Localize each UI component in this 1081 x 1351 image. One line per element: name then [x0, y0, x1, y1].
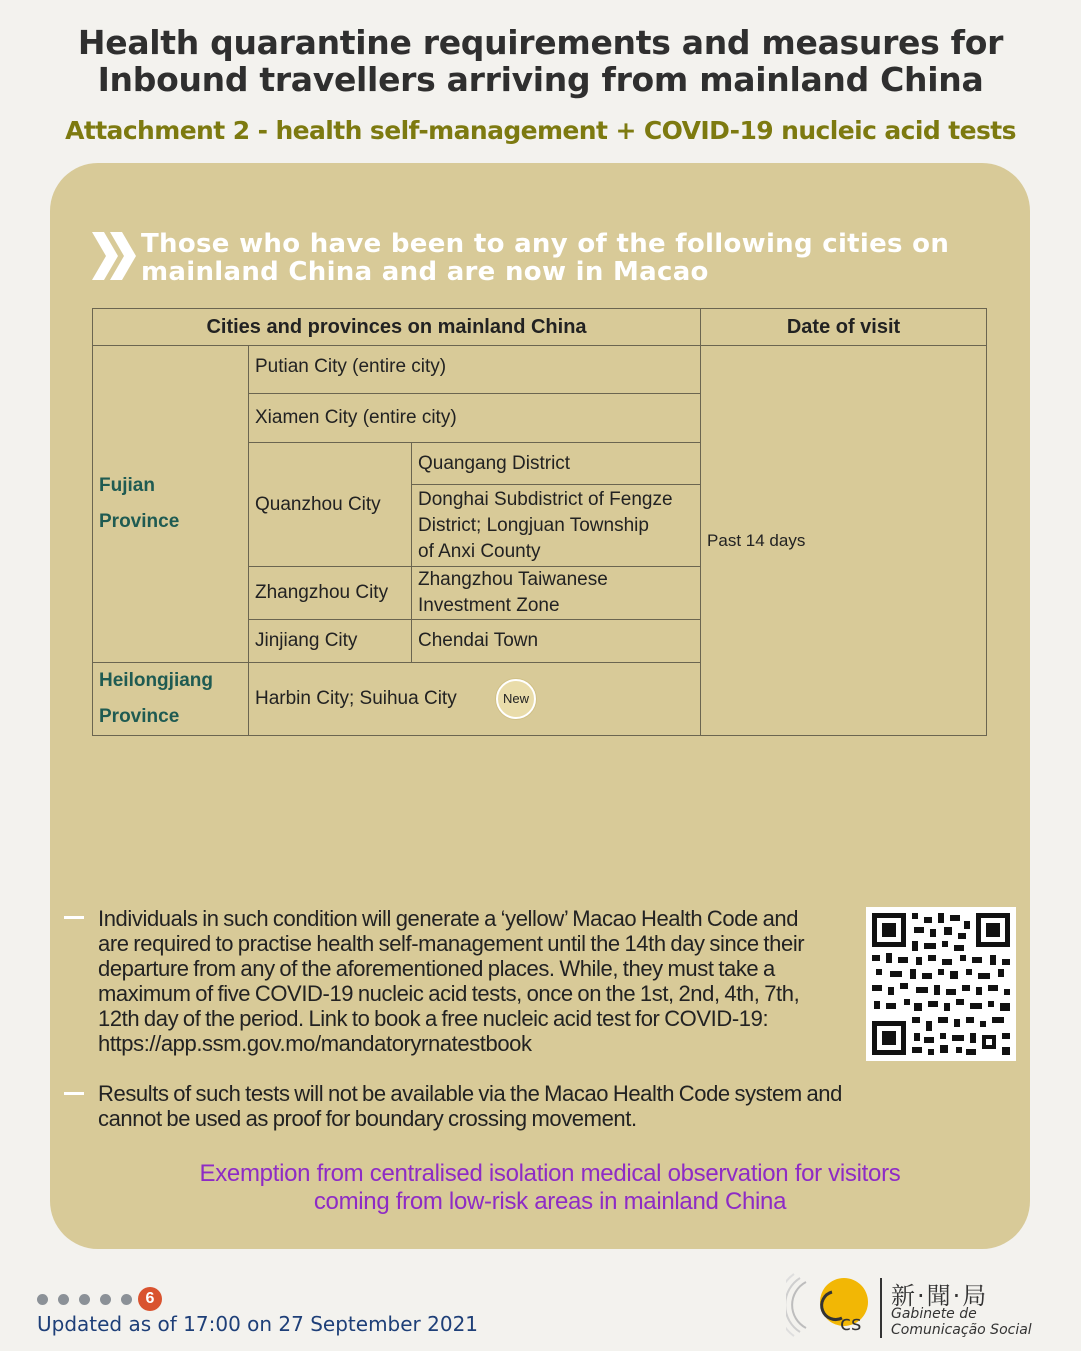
city-quanzhou: Quanzhou City	[249, 443, 412, 567]
district-zhangzhou-zone	[412, 567, 701, 620]
exemption-note[interactable]	[100, 1160, 1000, 1216]
district-line: Investment Zone	[418, 595, 560, 616]
logo-portuguese-name	[891, 1306, 1032, 1338]
province-suffix: Province	[99, 706, 180, 727]
note-line: Results of such tests will not be available via the Macao Health Code system and	[98, 1081, 842, 1106]
province-name: Heilongjiang	[99, 670, 213, 691]
city-putian: Putian City (entire city)	[249, 346, 701, 394]
exemption-line: Exemption from centralised isolation medical observation for visitors	[199, 1160, 901, 1187]
page-dot[interactable]	[100, 1294, 111, 1305]
district-quangang: Quangang District	[412, 443, 701, 485]
booking-link[interactable]: https://app.ssm.gov.mo/mandatoryrnatestbook	[98, 1031, 532, 1056]
updated-timestamp: Updated as of 17:00 on 27 September 2021	[37, 1312, 479, 1336]
note-line: cannot be used as proof for boundary crossing movement.	[98, 1106, 637, 1131]
table-header-row	[93, 309, 987, 346]
logo-separator	[880, 1278, 882, 1338]
district-line: of Anxi County	[418, 540, 541, 562]
city-harbin-suihua	[249, 663, 701, 736]
bullet-dash	[64, 916, 84, 919]
section-heading	[141, 230, 1021, 286]
page-title	[0, 24, 1081, 98]
city-jinjiang: Jinjiang City	[249, 620, 412, 663]
logo-chinese-name: 新·聞·局	[891, 1282, 989, 1310]
province-fujian	[93, 346, 249, 663]
district-chendai: Chendai Town	[412, 620, 701, 663]
city-xiamen: Xiamen City (entire city)	[249, 394, 701, 443]
district-line: Zhangzhou Taiwanese	[418, 569, 608, 590]
section-heading-line-2: mainland China and are now in Macao	[141, 257, 709, 287]
cities-text: Harbin City; Suihua City	[255, 688, 457, 710]
page-dot[interactable]	[58, 1294, 69, 1305]
note-health-code	[98, 906, 858, 1056]
page-dot[interactable]	[79, 1294, 90, 1305]
note-test-results	[98, 1081, 858, 1131]
gcs-logo-icon	[786, 1270, 878, 1340]
province-name: Fujian	[99, 475, 155, 496]
table-row	[93, 346, 987, 394]
title-line-1: Health quarantine requirements and measures for	[77, 23, 1004, 62]
district-line: Donghai Subdistrict of Fengze	[418, 488, 673, 510]
note-line: departure from any of the aforementioned places. While, they must take a	[98, 956, 775, 981]
city-zhangzhou: Zhangzhou City	[249, 567, 412, 620]
double-chevron-icon	[92, 232, 138, 280]
new-badge: New	[496, 679, 536, 719]
province-heilongjiang	[93, 663, 249, 736]
svg-text:cs: cs	[840, 1311, 862, 1335]
page-indicator	[37, 1287, 162, 1311]
header-cities: Cities and provinces on mainland China	[93, 309, 701, 346]
note-line: are required to practise health self-management until the 14th day since their	[98, 931, 805, 956]
exemption-line: coming from low-risk areas in mainland China	[313, 1188, 787, 1215]
header-date: Date of visit	[701, 309, 987, 346]
note-line: maximum of five COVID-19 nucleic acid tests, once on the 1st, 2nd, 4th, 7th,	[98, 981, 800, 1006]
section-heading-line-1: Those who have been to any of the following cities on	[141, 229, 950, 259]
logo-line: Comunicação Social	[891, 1322, 1032, 1338]
date-of-visit: Past 14 days	[701, 346, 987, 736]
page-dot[interactable]	[121, 1294, 132, 1305]
qr-code-icon[interactable]	[866, 907, 1016, 1061]
current-page-badge: 6	[138, 1287, 162, 1311]
title-line-2: Inbound travellers arriving from mainland China	[97, 60, 984, 99]
district-donghai	[412, 485, 701, 567]
note-line: 12th day of the period. Link to book a free nucleic acid test for COVID-19:	[98, 1006, 769, 1031]
bullet-dash	[64, 1092, 84, 1095]
page-subtitle: Attachment 2 - health self-management + COVID-19 nucleic acid tests	[65, 116, 1016, 145]
note-line: Individuals in such condition will generate a ‘yellow’ Macao Health Code and	[98, 906, 799, 931]
province-suffix: Province	[99, 511, 180, 532]
district-line: District; Longjuan Township	[418, 514, 649, 536]
logo-line: Gabinete de	[891, 1306, 977, 1322]
page-dot[interactable]	[37, 1294, 48, 1305]
cities-table	[92, 308, 987, 736]
